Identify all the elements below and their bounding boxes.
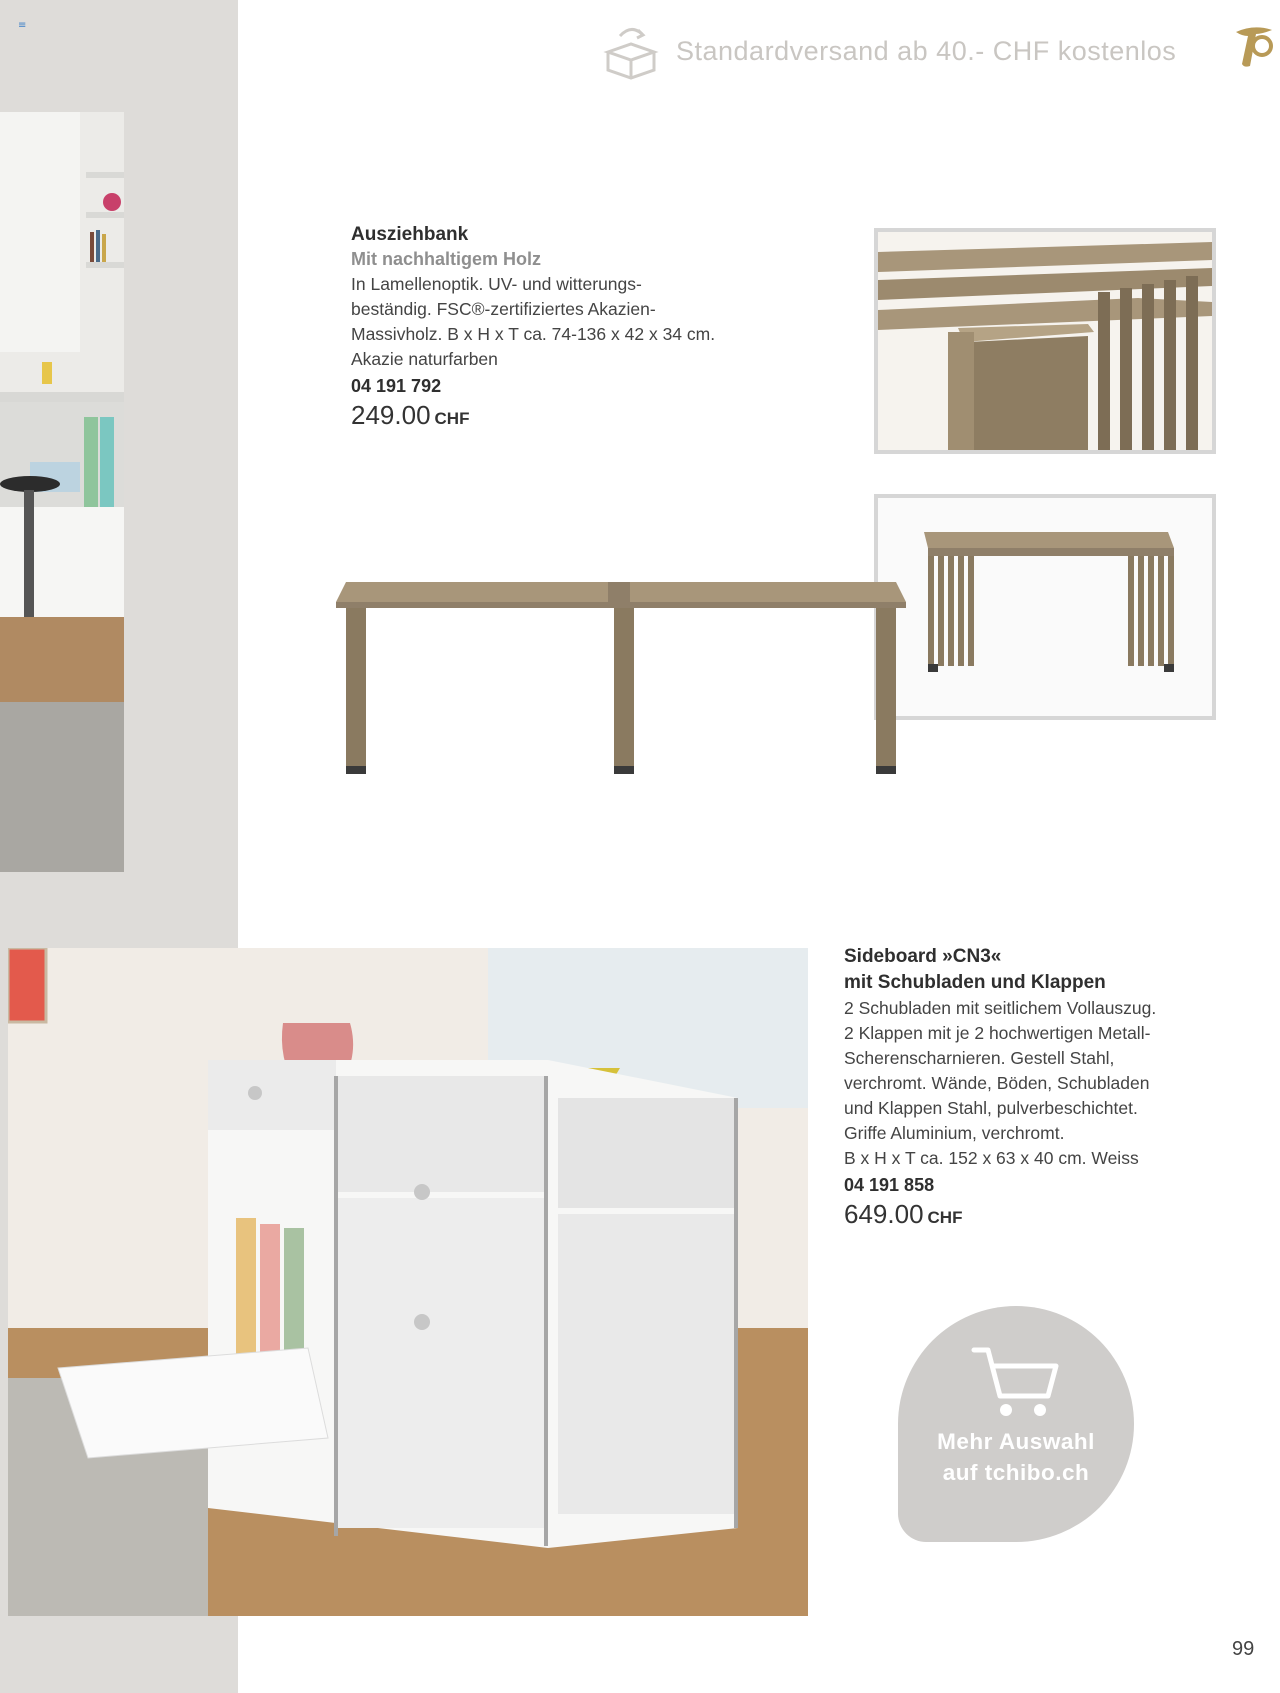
shopping-cart-icon — [970, 1346, 1062, 1418]
product-subtitle: Mit nachhaltigem Holz — [351, 249, 542, 269]
bench-product-info — [351, 222, 771, 431]
product-price — [844, 1199, 1224, 1230]
sideboard-room-photo — [8, 948, 808, 1616]
product-sku: 04 191 792 — [351, 376, 442, 396]
price-currency: CHF — [434, 409, 470, 428]
more-selection-badge[interactable] — [898, 1306, 1134, 1542]
bench-compact-photo — [874, 494, 1216, 720]
product-title-line1: Sideboard »CN3« — [844, 946, 1002, 967]
price-currency: CHF — [927, 1208, 963, 1227]
product-sku: 04 191 858 — [844, 1175, 935, 1195]
price-value: 649.00 — [844, 1199, 924, 1229]
shipping-text: Standardversand ab 40.- CHF kostenlos — [676, 35, 1177, 66]
product-price — [351, 400, 771, 431]
bench-extended-photo — [336, 568, 906, 778]
product-title: Ausziehbank — [351, 224, 469, 245]
product-description: 2 Schubladen mit seitlichem Vollauszug. 2 Klappen mit je 2 hochwertigen Metall- Scherenscharnieren. Gestell Stahl, verchromt. Wände, Böden, Schubladen und Klappen Stahl, pulverbeschichtet. Griffe Aluminium, verchromt. B x H x T ca. 152 x 63 x 40 cm. Weiss — [844, 998, 1157, 1168]
product-title-line2: mit Schubladen und Klappen — [844, 972, 1106, 993]
tchibo-logo-icon[interactable] — [1232, 22, 1276, 70]
page-number: 99 — [1232, 1638, 1255, 1660]
menu-icon[interactable]: ≡ — [18, 20, 27, 31]
bench-detail-photo — [874, 228, 1216, 454]
sideboard-product-info — [844, 944, 1224, 1230]
price-value: 249.00 — [351, 400, 431, 430]
product-description: In Lamellenoptik. UV- und witterungs- beständig. FSC®-zertifiziertes Akazien- Massivholz. B x H x T ca. 74-136 x 42 x 34 cm. Akazie naturfarben — [351, 274, 716, 369]
room-photo — [0, 112, 124, 872]
shipping-banner — [600, 22, 1176, 80]
package-icon — [600, 22, 662, 80]
badge-label[interactable]: Mehr Auswahl auf tchibo.ch — [937, 1429, 1095, 1485]
